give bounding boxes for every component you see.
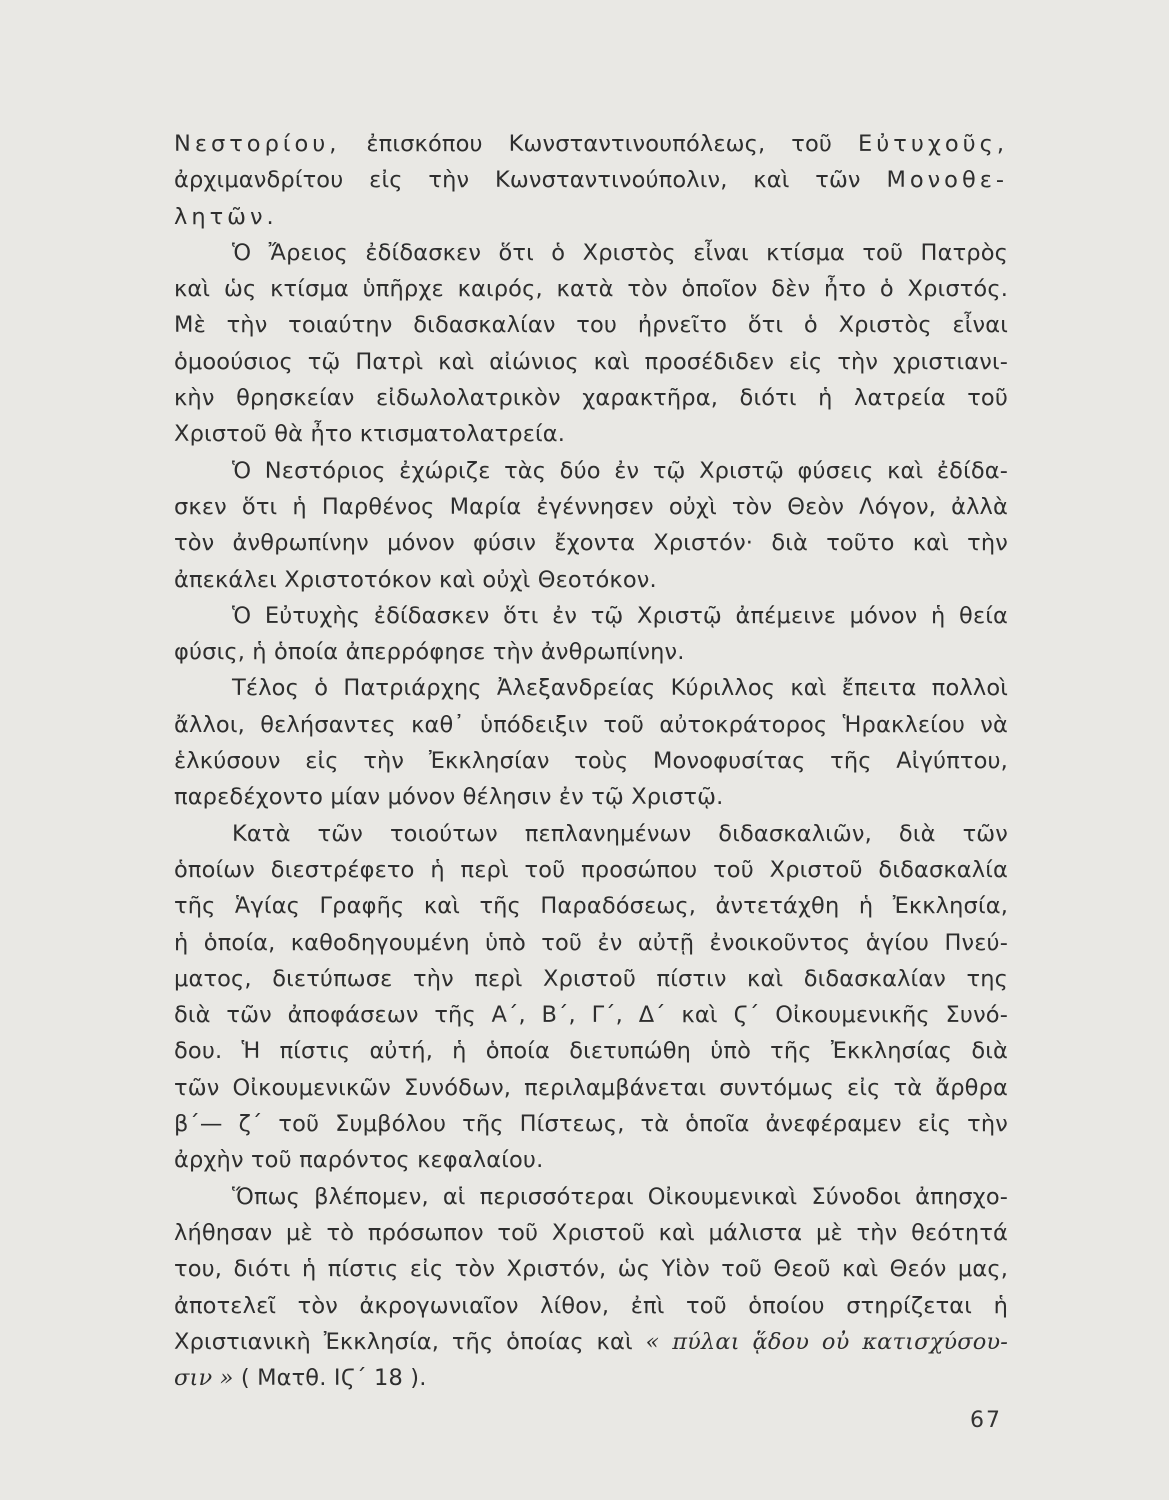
text-line: Ὁ Ἄρειος ἐδίδασκεν ὅτι ὁ Χριστὸς εἶναι κτίσμα τοῦ Πατρὸς [232, 239, 1008, 266]
paragraph-arius [174, 235, 1008, 453]
spaced-name-eutyches: Εὐτυχοῦς, [858, 131, 1008, 157]
text-line: ἀρχὴν τοῦ παρόντος κεφαλαίου. [174, 1147, 544, 1174]
text-line: ἡ ὁποία, καθοδηγουμένη ὑπὸ τοῦ ἐν αὐτῇ ἐνοικοῦντος ἁγίου Πνεύ- [174, 929, 1008, 956]
spaced-name-monothelites: Μονοθε- [886, 167, 1008, 194]
text-line: παρεδέχοντο μίαν μόνον θέλησιν ἐν τῷ Χριστῷ. [174, 784, 724, 811]
scripture-reference: ( Ματθ. ΙϚ΄ 18 ). [233, 1365, 427, 1392]
text-line: ὁμοούσιος τῷ Πατρὶ καὶ αἰώνιος καὶ προσέδιδεν εἰς τὴν χριστιανι- [174, 348, 1008, 375]
paragraph-eutyches [174, 598, 1008, 671]
text-line: ἀπεκάλει Χριστοτόκον καὶ οὐχὶ Θεοτόκον. [174, 566, 657, 593]
page-number: 67 [970, 1408, 1002, 1433]
text-line: β΄— ζ΄ τοῦ Συμβόλου τῆς Πίστεως, τὰ ὁποῖα ἀνεφέραμεν εἰς τὴν [174, 1111, 1008, 1138]
paragraph-church-response [174, 816, 1008, 1179]
text-line [174, 199, 1008, 235]
text-line: ἀποτελεῖ τὸν ἀκρογωνιαῖον λίθον, ἐπὶ τοῦ ὁποίου στηρίζεται ἡ [174, 1292, 1008, 1319]
text-line: Ὅπως βλέπομεν, αἱ περισσότεραι Οἰκουμενικαὶ Σύνοδοι ἀπησχο- [232, 1183, 1008, 1210]
text-line: ὁποίων διεστρέφετο ἡ περὶ τοῦ προσώπου τοῦ Χριστοῦ διδασκαλία [174, 856, 1008, 883]
text-line: λήθησαν μὲ τὸ πρόσωπον τοῦ Χριστοῦ καὶ μάλιστα μὲ τὴν θεότητά [174, 1219, 1008, 1246]
text-line: Κατὰ τῶν τοιούτων πεπλανημένων διδασκαλιῶν, διὰ τῶν [232, 820, 1008, 847]
paragraph-conclusion [174, 1179, 1008, 1397]
text-span: ἐπισκόπου Κωνσταντινουπόλεως, τοῦ [340, 131, 859, 157]
text-line [174, 126, 1008, 162]
text-line: Χριστοῦ θὰ ἦτο κτισματολατρεία. [174, 421, 566, 448]
text-line: φύσις, ἡ ὁποία ἀπερρόφησε τὴν ἀνθρωπίνην. [174, 639, 685, 666]
text-line: δου. Ἡ πίστις αὐτή, ἡ ὁποία διετυπώθη ὑπὸ τῆς Ἐκκλησίας διὰ [174, 1038, 1008, 1065]
text-line [174, 1324, 1008, 1360]
text-line: του, διότι ἡ πίστις εἰς τὸν Χριστόν, ὡς Υἱὸν τοῦ Θεοῦ καὶ Θεόν μας, [174, 1256, 1008, 1283]
text-line: κὴν θρησκείαν εἰδωλολατρικὸν χαρακτῆρα, διότι ἡ λατρεία τοῦ [174, 385, 1008, 412]
paragraph-heresies-list [174, 126, 1008, 235]
spaced-name-monothelites-end: λητῶν. [174, 203, 278, 230]
text-line: τὸν ἀνθρωπίνην μόνον φύσιν ἔχοντα Χριστόν· διὰ τοῦτο καὶ τὴν [174, 530, 1008, 557]
italic-quote: « πύλαι ᾅδου οὐ κατισχύσου- [645, 1328, 1008, 1355]
text-line: Τέλος ὁ Πατριάρχης Ἀλεξανδρείας Κύριλλος καὶ ἔπειτα πολλοὶ [232, 675, 1008, 702]
text-line: Ὁ Νεστόριος ἐχώριζε τὰς δύο ἐν τῷ Χριστῷ φύσεις καὶ ἐδίδα- [232, 457, 1008, 484]
text-span: Χριστιανικὴ Ἐκκλησία, τῆς ὁποίας καὶ [174, 1328, 646, 1355]
text-line: ἄλλοι, θελήσαντες καθ᾽ ὑπόδειξιν τοῦ αὐτοκράτορος Ἡρακλείου νὰ [174, 711, 1008, 738]
text-line: ἑλκύσουν εἰς τὴν Ἐκκλησίαν τοὺς Μονοφυσίτας τῆς Αἰγύπτου, [174, 748, 1008, 775]
text-line [174, 1360, 1008, 1396]
text-line: Ὁ Εὐτυχὴς ἐδίδασκεν ὅτι ἐν τῷ Χριστῷ ἀπέμεινε μόνον ἡ θεία [232, 602, 1008, 629]
spaced-name-nestorius: Νεστορίου, [174, 131, 341, 157]
paragraph-cyril [174, 670, 1008, 815]
text-span: ἀρχιμανδρίτου εἰς τὴν Κωνσταντινούπολιν, καὶ τῶν [174, 167, 887, 194]
text-line: ματος, διετύπωσε τὴν περὶ Χριστοῦ πίστιν καὶ διδασκαλίαν της [174, 965, 1008, 992]
body-text [174, 126, 1008, 1396]
italic-quote-end: σιν » [174, 1365, 234, 1392]
text-line: σκεν ὅτι ἡ Παρθένος Μαρία ἐγέννησεν οὐχὶ τὸν Θεὸν Λόγον, ἀλλὰ [174, 493, 1008, 520]
text-line [174, 162, 1008, 198]
text-line: τῆς Ἁγίας Γραφῆς καὶ τῆς Παραδόσεως, ἀντετάχθη ἡ Ἐκκλησία, [174, 893, 1008, 920]
text-line: διὰ τῶν ἀποφάσεων τῆς Α΄, Β΄, Γ΄, Δ΄ καὶ Ϛ΄ Οἰκουμενικῆς Συνό- [174, 1002, 1008, 1029]
text-line: καὶ ὡς κτίσμα ὑπῆρχε καιρός, κατὰ τὸν ὁποῖον δὲν ἦτο ὁ Χριστός. [174, 276, 1008, 303]
text-line: τῶν Οἰκουμενικῶν Συνόδων, περιλαμβάνεται συντόμως εἰς τὰ ἄρθρα [174, 1074, 1008, 1101]
paragraph-nestorius [174, 453, 1008, 598]
text-line: Μὲ τὴν τοιαύτην διδασκαλίαν του ἠρνεῖτο ὅτι ὁ Χριστὸς εἶναι [174, 312, 1008, 339]
